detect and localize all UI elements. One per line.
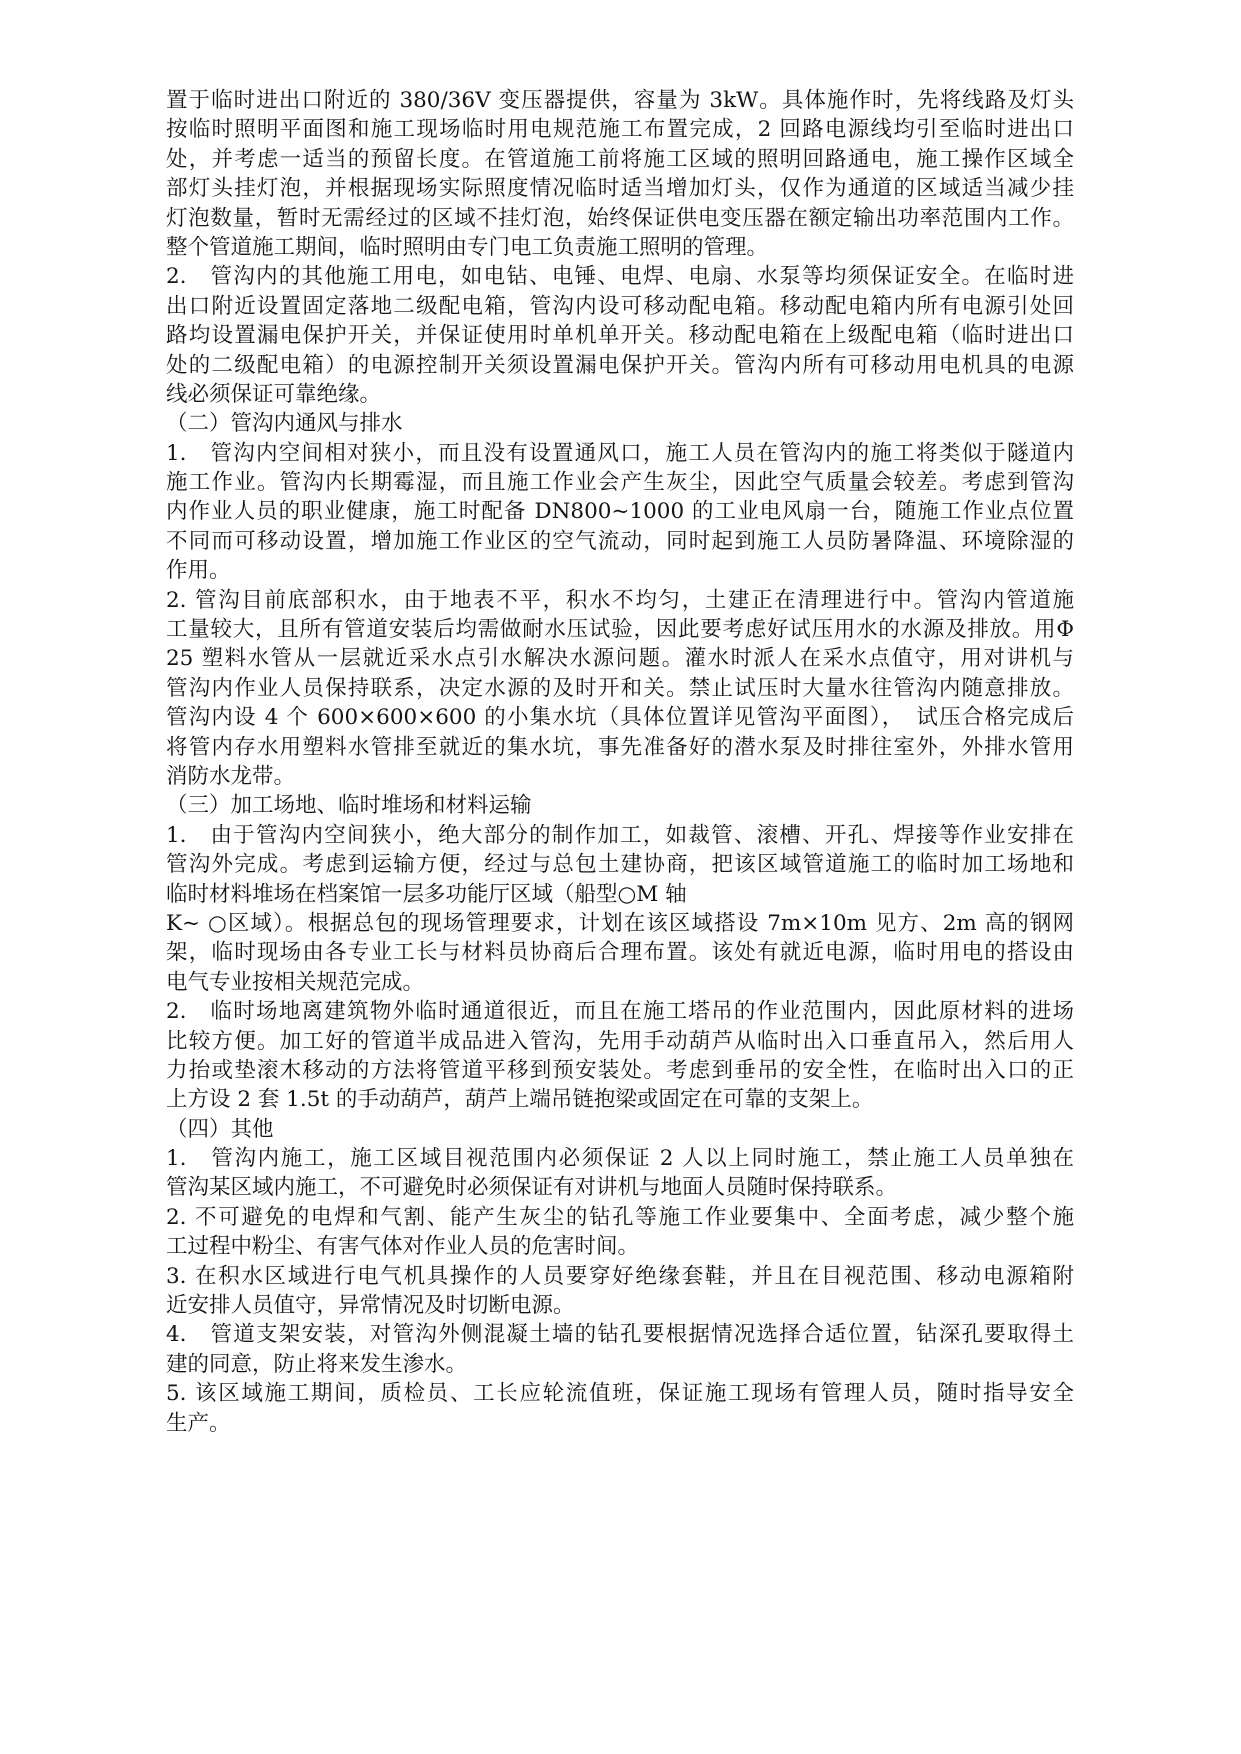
text-line: 4. 管道支架安装，对管沟外侧混凝土墙的钻孔要根据情况选择合适位置，钻深孔要取得土 [166,1322,1074,1348]
text-line: 整个管道施工期间，临时照明由专门电工负责施工照明的管理。 [166,234,769,260]
section [166,1115,1074,1438]
text-line: 部灯头挂灯泡，并根据现场实际照度情况临时适当增加灯头，仅作为通道的区域适当减少挂 [166,176,1074,202]
paragraph [166,1144,1074,1203]
section-heading: （三）加工场地、临时堆场和材料运输 [166,793,532,819]
paragraph [166,86,1074,262]
text-line: 1. 管沟内施工，施工区域目视范围内必须保证 2 人以上同时施工，禁止施工人员单独在 [166,1146,1074,1172]
section-heading: （四）其他 [166,1116,274,1142]
paragraph [166,1320,1074,1379]
text-line: 架，临时现场由各专业工长与材料员协商后合理布置。该处有就近电源，临时用电的搭设由 [166,940,1074,966]
text-line: 出口附近设置固定落地二级配电箱，管沟内设可移动配电箱。移动配电箱内所有电源引处回 [166,293,1074,319]
text-line: K~ ○区域）。根据总包的现场管理要求，计划在该区域搭设 7m×10m 见方、2m 高的钢网 [166,910,1074,936]
text-line: 内作业人员的职业健康，施工时配备 DN800~1000 的工业电风扇一台，随施工作业点位置 [166,499,1074,525]
paragraph [166,1262,1074,1321]
text-line: 2. 管沟内的其他施工用电，如电钻、电锤、电焊、电扇、水泵等均须保证安全。在临时进 [166,264,1074,290]
text-line: 建的同意，防止将来发生渗水。 [166,1351,468,1377]
text-line: 不同而可移动设置，增加施工作业区的空气流动，同时起到施工人员防暑降温、环境除湿的 [166,528,1074,554]
text-line: 生产。 [166,1410,231,1436]
paragraph [166,262,1074,409]
text-line: 电气专业按相关规范完成。 [166,969,425,995]
text-line: 按临时照明平面图和施工现场临时用电规范施工布置完成，2 回路电源线均引至临时进出口 [166,117,1074,143]
paragraph [166,1379,1074,1438]
text-line: 工过程中粉尘、有害气体对作业人员的危害时间。 [166,1234,640,1260]
section [166,409,1074,791]
text-line: 2. 临时场地离建筑物外临时通道很近，而且在施工塔吊的作业范围内，因此原材料的进场 [166,999,1074,1025]
paragraph [166,997,1074,1115]
paragraph [166,1203,1074,1262]
text-line: 2. 管沟目前底部积水，由于地表不平，积水不均匀，土建正在清理进行中。管沟内管道施 [166,587,1074,613]
document-body [166,86,1074,1438]
paragraph [166,439,1074,586]
text-line: 灯泡数量，暂时无需经过的区域不挂灯泡，始终保证供电变压器在额定输出功率范围内工作。 [166,205,1074,231]
paragraph [166,821,1074,997]
section-heading: （二）管沟内通风与排水 [166,411,403,437]
text-line: 路均设置漏电保护开关，并保证使用时单机单开关。移动配电箱在上级配电箱（临时进出口 [166,323,1074,349]
text-line: 处，并考虑一适当的预留长度。在管道施工前将施工区域的照明回路通电，施工操作区域全 [166,146,1074,172]
paragraph [166,586,1074,792]
text-line: 处的二级配电箱）的电源控制开关须设置漏电保护开关。管沟内所有可移动用电机具的电源 [166,352,1074,378]
text-line: 比较方便。加工好的管道半成品进入管沟，先用手动葫芦从临时出入口垂直吊入，然后用人 [166,1028,1074,1054]
text-line: 置于临时进出口附近的 380/36V 变压器提供，容量为 3kW。具体施作时，先将线路及灯头 [166,88,1074,113]
text-line: 工量较大，且所有管道安装后均需做耐水压试验，因此要考虑好试压用水的水源及排放。用Φ [166,617,1074,643]
text-line: 消防水龙带。 [166,763,296,789]
text-line: 3. 在积水区域进行电气机具操作的人员要穿好绝缘套鞋，并且在目视范围、移动电源箱附 [166,1263,1074,1289]
text-line: 上方设 2 套 1.5t 的手动葫芦，葫芦上端吊链抱梁或固定在可靠的支架上。 [166,1087,874,1113]
text-line: 近安排人员值守，异常情况及时切断电源。 [166,1293,575,1319]
text-line: 管沟内作业人员保持联系，决定水源的及时开和关。禁止试压时大量水往管沟内随意排放。 [166,675,1074,701]
text-line: 1. 管沟内空间相对狭小，而且没有设置通风口，施工人员在管沟内的施工将类似于隧道内 [166,440,1074,466]
text-line: 5. 该区域施工期间，质检员、工长应轮流值班，保证施工现场有管理人员，随时指导安全 [166,1381,1074,1407]
text-line: 管沟内设 4 个 600×600×600 的小集水坑（具体位置详见管沟平面图）， 试压合格完成后 [166,705,1074,731]
text-line: 作用。 [166,558,231,584]
text-line: 将管内存水用塑料水管排至就近的集水坑，事先准备好的潜水泵及时排往室外，外排水管用 [166,734,1074,760]
text-line: 力抬或垫滚木移动的方法将管道平移到预安装处。考虑到垂吊的安全性，在临时出入口的正 [166,1057,1074,1083]
text-line: 管沟某区域内施工，不可避免时必须保证有对讲机与地面人员随时保持联系。 [166,1175,898,1201]
section [166,791,1074,1114]
text-line: 管沟外完成。考虑到运输方便，经过与总包土建协商，把该区域管道施工的临时加工场地和 [166,852,1074,878]
text-line: 临时材料堆场在档案馆一层多功能厅区域（船型○M 轴 [166,881,687,907]
text-line: 2. 不可避免的电焊和气割、能产生灰尘的钻孔等施工作业要集中、全面考虑，减少整个施 [166,1204,1074,1230]
text-line: 施工作业。管沟内长期霉湿，而且施工作业会产生灰尘，因此空气质量会较差。考虑到管沟 [166,470,1074,496]
text-line: 线必须保证可靠绝缘。 [166,381,382,407]
text-line: 25 塑料水管从一层就近采水点引水解决水源问题。灌水时派人在采水点值守，用对讲机与 [166,646,1074,672]
text-line: 1. 由于管沟内空间狭小，绝大部分的制作加工，如裁管、滚槽、开孔、焊接等作业安排在 [166,822,1074,848]
